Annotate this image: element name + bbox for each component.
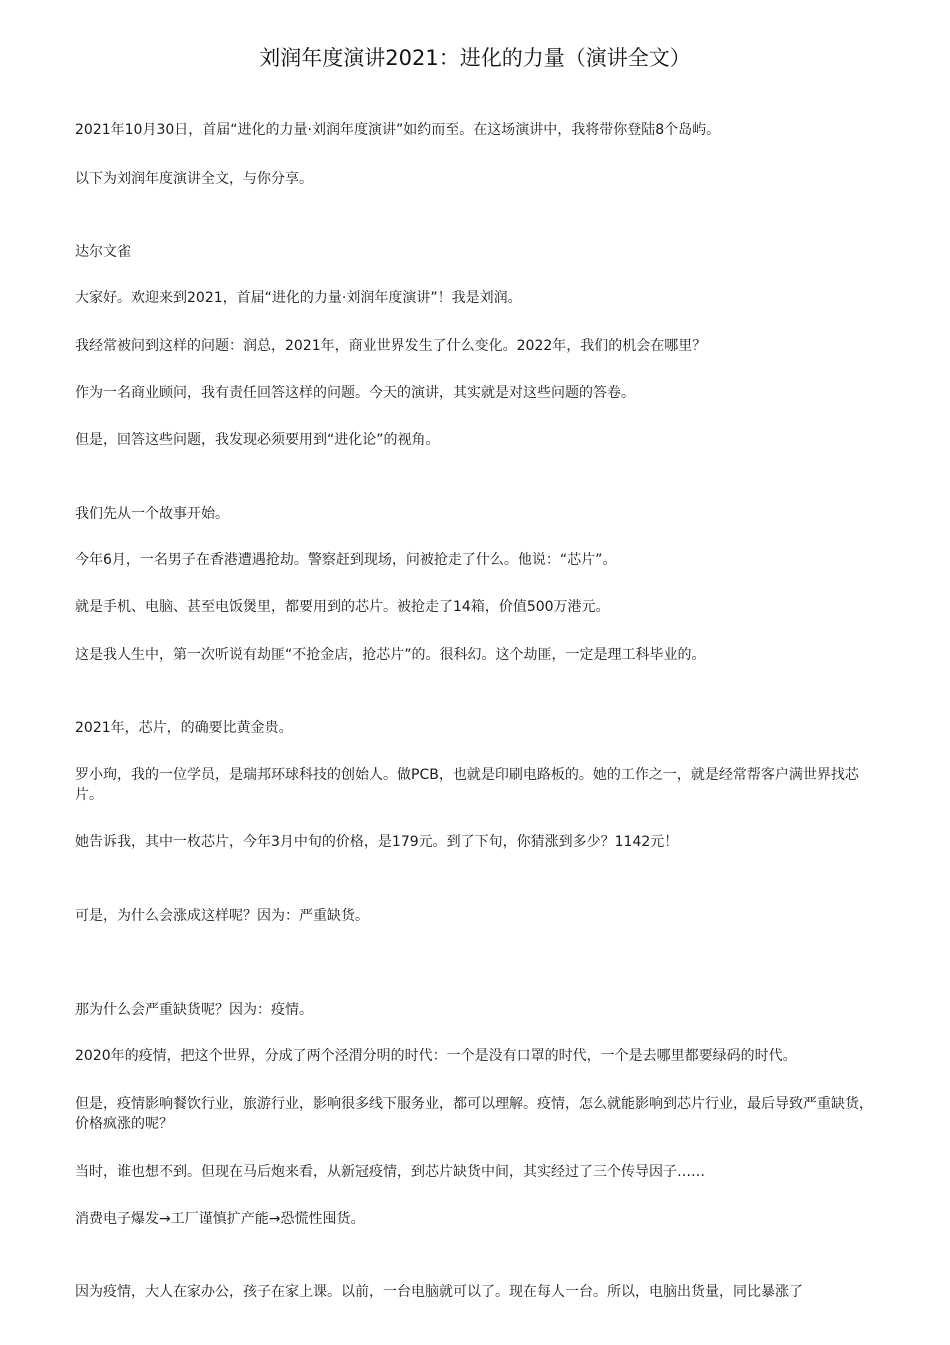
paragraph: 2021年，芯片，的确要比黄金贵。 [75,720,293,736]
paragraph: 消费电子爆发→工厂谨慎扩产能→恐慌性囤货。 [75,1211,365,1227]
paragraph: 但是，疫情影响餐饮行业，旅游行业，影响很多线下服务业，都可以理解。疫情，怎么就能影响到芯片行业，最后导致严重缺货，价格疯涨的呢？ [75,1096,873,1132]
paragraph: 这是我人生中，第一次听说有劫匪“不抢金店，抢芯片”的。很科幻。这个劫匪，一定是理工科毕业的。 [75,647,706,663]
document-title: 刘润年度演讲2021：进化的力量（演讲全文） [259,46,691,70]
paragraph-intro: 2021年10月30日，首届“进化的力量·刘润年度演讲”如约而至。在这场演讲中，我将带你登陆8个岛屿。 [75,122,721,138]
paragraph: 我们先从一个故事开始。 [75,506,229,522]
paragraph: 作为一名商业顾问，我有责任回答这样的问题。今天的演讲，其实就是对这些问题的答卷。 [75,385,635,401]
paragraph: 她告诉我，其中一枚芯片，今年3月中旬的价格，是179元。到了下旬，你猜涨到多少？1142元！ [75,834,679,850]
paragraph: 但是，回答这些问题，我发现必须要用到“进化论”的视角。 [75,432,440,448]
paragraph: 2020年的疫情，把这个世界，分成了两个泾渭分明的时代：一个是没有口罩的时代，一个是去哪里都要绿码的时代。 [75,1048,797,1064]
paragraph: 那为什么会严重缺货呢？因为：疫情。 [75,1002,313,1018]
paragraph: 因为疫情，大人在家办公，孩子在家上课。以前，一台电脑就可以了。现在每人一台。所以，电脑出货量，同比暴涨了 [75,1284,803,1300]
paragraph: 可是，为什么会涨成这样呢？因为：严重缺货。 [75,908,369,924]
paragraph: 就是手机、电脑、甚至电饭煲里，都要用到的芯片。被抢走了14箱，价值500万港元。 [75,599,610,615]
paragraph: 大家好。欢迎来到2021，首届“进化的力量·刘润年度演讲”！我是刘润。 [75,290,522,306]
section-heading-darwin-finch: 达尔文雀 [75,244,131,260]
paragraph: 当时，谁也想不到。但现在马后炮来看，从新冠疫情，到芯片缺货中间，其实经过了三个传导因子…… [75,1164,705,1180]
paragraph: 罗小珣，我的一位学员，是瑞邦环球科技的创始人。做PCB，也就是印刷电路板的。她的工作之一，就是经常帮客户满世界找芯片。 [75,767,859,803]
paragraph: 今年6月，一名男子在香港遭遇抢劫。警察赶到现场，问被抢走了什么。他说：“芯片”。 [75,552,617,568]
paragraph: 我经常被问到这样的问题：润总，2021年，商业世界发生了什么变化。2022年，我们的机会在哪里？ [75,338,707,354]
paragraph-share: 以下为刘润年度演讲全文，与你分享。 [75,171,313,187]
